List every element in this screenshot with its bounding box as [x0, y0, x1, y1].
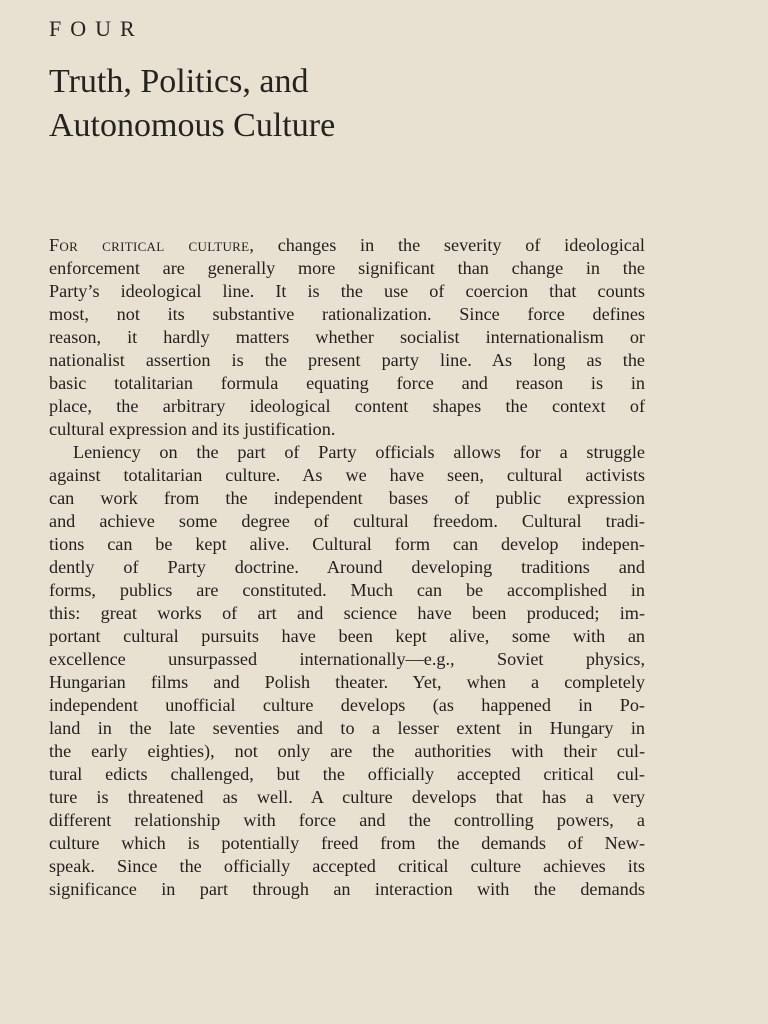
text-line: most, not its substantive rationalization. Since force defines	[49, 304, 645, 324]
text-line: excellence unsurpassed internationally—e.g., Soviet physics,	[49, 649, 645, 669]
text-line: Leniency on the part of Party officials allows for a struggle	[73, 442, 645, 462]
text-line: culture which is potentially freed from the demands of New-	[49, 833, 645, 853]
text-line: portant cultural pursuits have been kept alive, some with an	[49, 626, 645, 646]
text-line: different relationship with force and the controlling powers, a	[49, 810, 645, 830]
text-line: forms, publics are constituted. Much can be accomplished in	[49, 580, 645, 600]
chapter-number: FOUR	[49, 16, 144, 41]
text-line: independent unofficial culture develops (as happened in Po-	[49, 695, 645, 715]
text-line: basic totalitarian formula equating force and reason is in	[49, 373, 645, 393]
paragraph-2	[49, 441, 645, 901]
text-line: the early eighties), not only are the authorities with their cul-	[49, 741, 645, 761]
text-line: dently of Party doctrine. Around developing traditions and	[49, 557, 645, 577]
first-line-rest: , changes in the severity of ideological	[249, 235, 645, 255]
text-line: significance in part through an interaction with the demands	[49, 879, 645, 899]
text-line: Party’s ideological line. It is the use of coercion that counts	[49, 281, 645, 301]
lead-in-smallcaps: For critical culture	[49, 235, 250, 255]
text-line: reason, it hardly matters whether socialist internationalism or	[49, 327, 645, 347]
text-line: ture is threatened as well. A culture develops that has a very	[49, 787, 645, 807]
text-line: enforcement are generally more significant than change in the	[49, 258, 645, 278]
text-line: cultural expression and its justification.	[49, 419, 336, 439]
text-line: this: great works of art and science have been produced; im-	[49, 603, 645, 623]
text-line: can work from the independent bases of public expression	[49, 488, 645, 508]
body-text	[49, 234, 645, 901]
text-line: against totalitarian culture. As we have seen, cultural activists	[49, 465, 645, 485]
text-line: land in the late seventies and to a lesser extent in Hungary in	[49, 718, 645, 738]
text-line: tural edicts challenged, but the officially accepted critical cul-	[49, 764, 645, 784]
text-line	[49, 234, 645, 257]
chapter-title-line: Autonomous Culture	[49, 107, 336, 144]
text-line: and achieve some degree of cultural freedom. Cultural tradi-	[49, 511, 645, 531]
paragraph-1	[49, 234, 645, 441]
text-line: Hungarian films and Polish theater. Yet, when a completely	[49, 672, 645, 692]
text-line: nationalist assertion is the present party line. As long as the	[49, 350, 645, 370]
text-line: place, the arbitrary ideological content shapes the context of	[49, 396, 645, 416]
text-line: speak. Since the officially accepted critical culture achieves its	[49, 856, 645, 876]
chapter-title	[49, 60, 649, 148]
chapter-title-line: Truth, Politics, and	[49, 63, 309, 100]
text-line: tions can be kept alive. Cultural form can develop indepen-	[49, 534, 645, 554]
